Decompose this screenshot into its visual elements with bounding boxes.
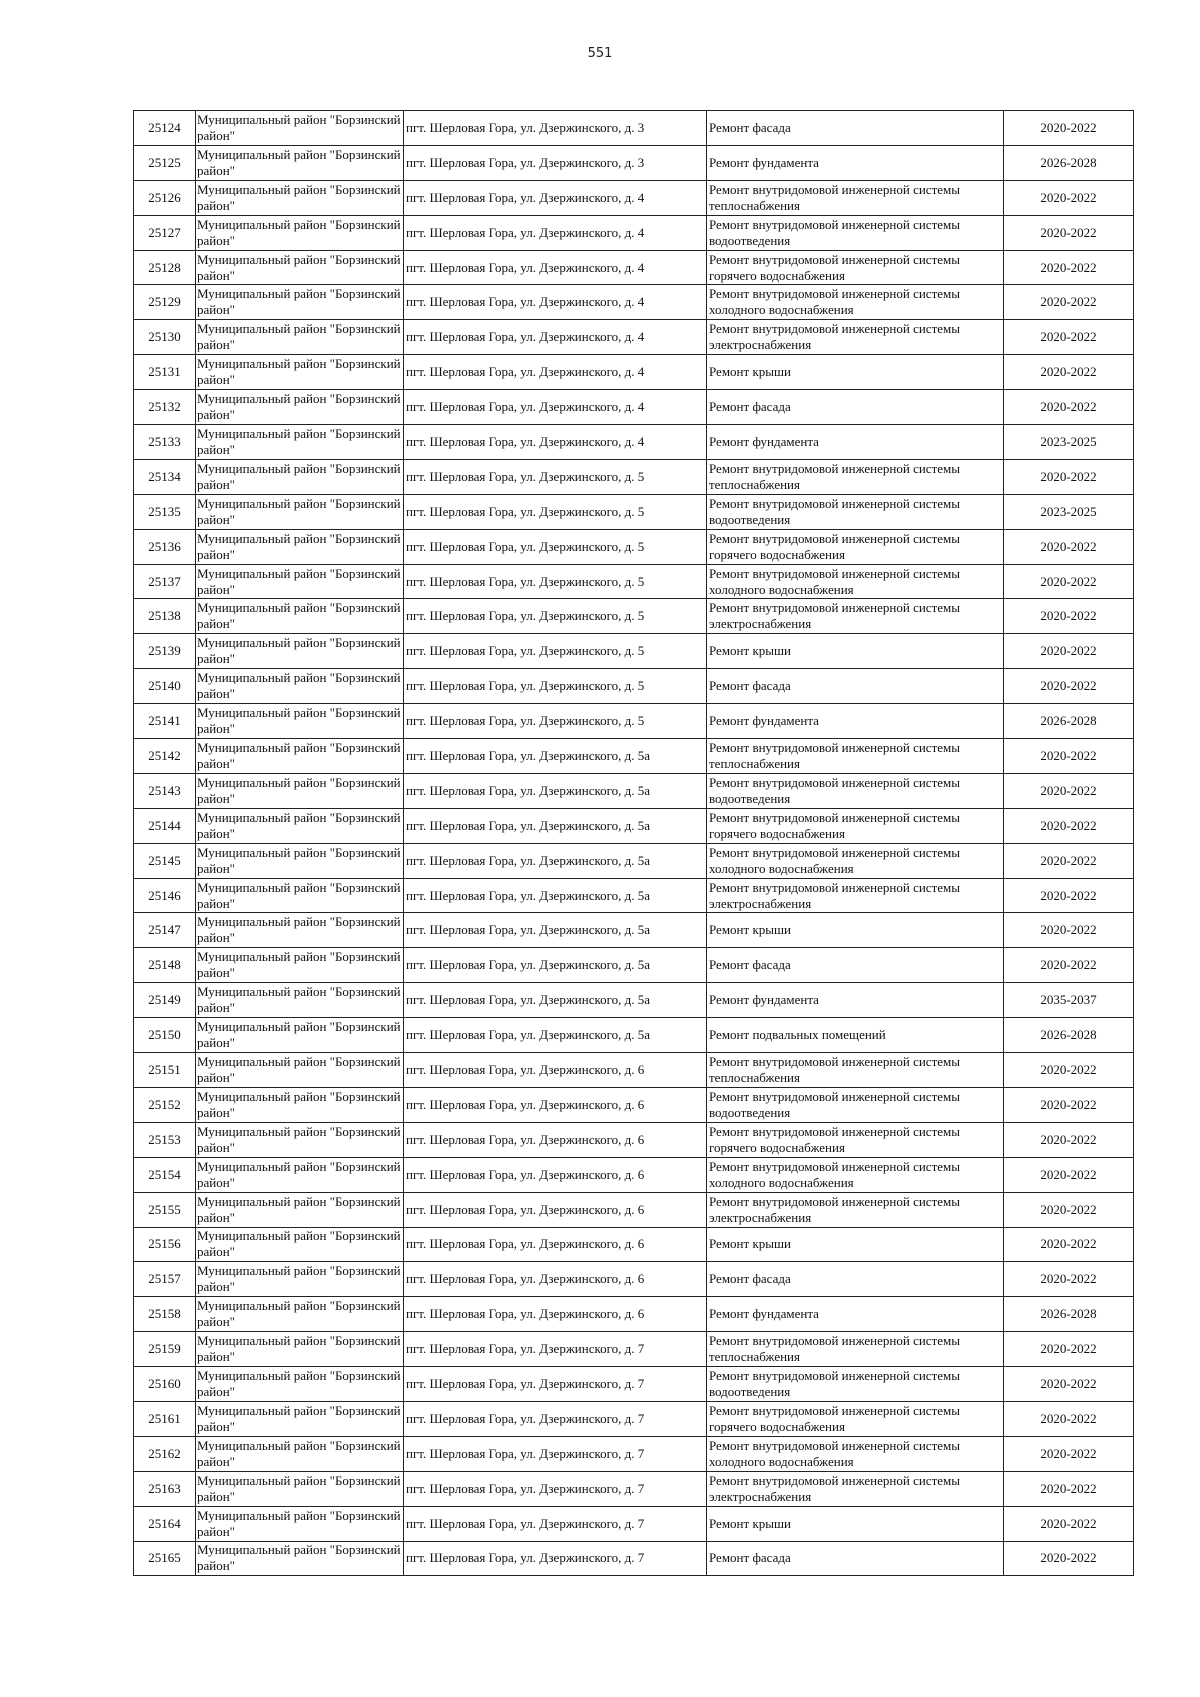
period-cell: 2026-2028 <box>1004 704 1134 739</box>
table-row <box>134 843 1134 878</box>
municipality-cell: Муниципальный район "Борзинский район" <box>196 1436 404 1471</box>
work-type-cell: Ремонт внутридомовой инженерной системы электроснабжения <box>707 320 1004 355</box>
table-row <box>134 808 1134 843</box>
row-number-cell: 25139 <box>134 634 196 669</box>
municipality-cell: Муниципальный район "Борзинский район" <box>196 913 404 948</box>
table-row <box>134 1262 1134 1297</box>
address-cell: пгт. Шерловая Гора, ул. Дзержинского, д. 5а <box>404 878 707 913</box>
work-type-cell: Ремонт внутридомовой инженерной системы холодного водоснабжения <box>707 843 1004 878</box>
work-type-cell: Ремонт фундамента <box>707 704 1004 739</box>
table-row <box>134 1436 1134 1471</box>
row-number-cell: 25146 <box>134 878 196 913</box>
period-cell: 2020-2022 <box>1004 948 1134 983</box>
table-row <box>134 773 1134 808</box>
work-type-cell: Ремонт внутридомовой инженерной системы горячего водоснабжения <box>707 808 1004 843</box>
row-number-cell: 25145 <box>134 843 196 878</box>
address-cell: пгт. Шерловая Гора, ул. Дзержинского, д. 3 <box>404 145 707 180</box>
period-cell: 2020-2022 <box>1004 250 1134 285</box>
address-cell: пгт. Шерловая Гора, ул. Дзержинского, д. 5 <box>404 599 707 634</box>
table-row <box>134 1053 1134 1088</box>
table-row <box>134 634 1134 669</box>
address-cell: пгт. Шерловая Гора, ул. Дзержинского, д. 6 <box>404 1053 707 1088</box>
table-row <box>134 180 1134 215</box>
municipality-cell: Муниципальный район "Борзинский район" <box>196 1087 404 1122</box>
period-cell: 2020-2022 <box>1004 739 1134 774</box>
address-cell: пгт. Шерловая Гора, ул. Дзержинского, д. 4 <box>404 180 707 215</box>
address-cell: пгт. Шерловая Гора, ул. Дзержинского, д. 4 <box>404 425 707 460</box>
address-cell: пгт. Шерловая Гора, ул. Дзержинского, д. 7 <box>404 1436 707 1471</box>
period-cell: 2020-2022 <box>1004 1053 1134 1088</box>
period-cell: 2020-2022 <box>1004 878 1134 913</box>
table-row <box>134 250 1134 285</box>
work-type-cell: Ремонт внутридомовой инженерной системы холодного водоснабжения <box>707 285 1004 320</box>
period-cell: 2020-2022 <box>1004 1541 1134 1576</box>
period-cell: 2035-2037 <box>1004 983 1134 1018</box>
table-row <box>134 1471 1134 1506</box>
municipality-cell: Муниципальный район "Борзинский район" <box>196 878 404 913</box>
row-number-cell: 25140 <box>134 669 196 704</box>
work-type-cell: Ремонт внутридомовой инженерной системы горячего водоснабжения <box>707 1401 1004 1436</box>
period-cell: 2026-2028 <box>1004 145 1134 180</box>
row-number-cell: 25133 <box>134 425 196 460</box>
row-number-cell: 25157 <box>134 1262 196 1297</box>
address-cell: пгт. Шерловая Гора, ул. Дзержинского, д. 4 <box>404 355 707 390</box>
address-cell: пгт. Шерловая Гора, ул. Дзержинского, д. 7 <box>404 1506 707 1541</box>
work-type-cell: Ремонт внутридомовой инженерной системы электроснабжения <box>707 599 1004 634</box>
period-cell: 2020-2022 <box>1004 390 1134 425</box>
row-number-cell: 25147 <box>134 913 196 948</box>
municipality-cell: Муниципальный район "Борзинский район" <box>196 250 404 285</box>
work-type-cell: Ремонт внутридомовой инженерной системы теплоснабжения <box>707 1332 1004 1367</box>
row-number-cell: 25155 <box>134 1192 196 1227</box>
period-cell: 2020-2022 <box>1004 773 1134 808</box>
period-cell: 2020-2022 <box>1004 180 1134 215</box>
period-cell: 2020-2022 <box>1004 1436 1134 1471</box>
table-row <box>134 739 1134 774</box>
work-type-cell: Ремонт внутридомовой инженерной системы электроснабжения <box>707 1471 1004 1506</box>
period-cell: 2020-2022 <box>1004 1157 1134 1192</box>
address-cell: пгт. Шерловая Гора, ул. Дзержинского, д. 4 <box>404 285 707 320</box>
row-number-cell: 25128 <box>134 250 196 285</box>
address-cell: пгт. Шерловая Гора, ул. Дзержинского, д. 6 <box>404 1157 707 1192</box>
address-cell: пгт. Шерловая Гора, ул. Дзержинского, д. 6 <box>404 1227 707 1262</box>
address-cell: пгт. Шерловая Гора, ул. Дзержинского, д. 5 <box>404 459 707 494</box>
period-cell: 2020-2022 <box>1004 1401 1134 1436</box>
period-cell: 2020-2022 <box>1004 1122 1134 1157</box>
repair-schedule-table <box>133 110 1134 1576</box>
table-row <box>134 878 1134 913</box>
row-number-cell: 25124 <box>134 111 196 146</box>
row-number-cell: 25144 <box>134 808 196 843</box>
address-cell: пгт. Шерловая Гора, ул. Дзержинского, д. 6 <box>404 1087 707 1122</box>
address-cell: пгт. Шерловая Гора, ул. Дзержинского, д. 6 <box>404 1192 707 1227</box>
municipality-cell: Муниципальный район "Борзинский район" <box>196 1541 404 1576</box>
address-cell: пгт. Шерловая Гора, ул. Дзержинского, д. 5 <box>404 494 707 529</box>
work-type-cell: Ремонт внутридомовой инженерной системы водоотведения <box>707 215 1004 250</box>
table-row <box>134 1087 1134 1122</box>
work-type-cell: Ремонт внутридомовой инженерной системы холодного водоснабжения <box>707 564 1004 599</box>
municipality-cell: Муниципальный район "Борзинский район" <box>196 1192 404 1227</box>
period-cell: 2020-2022 <box>1004 808 1134 843</box>
table-row <box>134 913 1134 948</box>
row-number-cell: 25135 <box>134 494 196 529</box>
row-number-cell: 25165 <box>134 1541 196 1576</box>
municipality-cell: Муниципальный район "Борзинский район" <box>196 564 404 599</box>
table-row <box>134 111 1134 146</box>
address-cell: пгт. Шерловая Гора, ул. Дзержинского, д. 4 <box>404 390 707 425</box>
period-cell: 2020-2022 <box>1004 111 1134 146</box>
work-type-cell: Ремонт фасада <box>707 1262 1004 1297</box>
address-cell: пгт. Шерловая Гора, ул. Дзержинского, д. 5а <box>404 1018 707 1053</box>
period-cell: 2020-2022 <box>1004 355 1134 390</box>
page-number: 551 <box>587 46 613 61</box>
address-cell: пгт. Шерловая Гора, ул. Дзержинского, д. 5 <box>404 564 707 599</box>
table-row <box>134 355 1134 390</box>
row-number-cell: 25137 <box>134 564 196 599</box>
municipality-cell: Муниципальный район "Борзинский район" <box>196 704 404 739</box>
municipality-cell: Муниципальный район "Борзинский район" <box>196 634 404 669</box>
table-row <box>134 1122 1134 1157</box>
period-cell: 2023-2025 <box>1004 494 1134 529</box>
table-row <box>134 1192 1134 1227</box>
address-cell: пгт. Шерловая Гора, ул. Дзержинского, д. 5а <box>404 913 707 948</box>
address-cell: пгт. Шерловая Гора, ул. Дзержинского, д. 7 <box>404 1401 707 1436</box>
row-number-cell: 25160 <box>134 1367 196 1402</box>
row-number-cell: 25164 <box>134 1506 196 1541</box>
row-number-cell: 25148 <box>134 948 196 983</box>
table-row <box>134 145 1134 180</box>
municipality-cell: Муниципальный район "Борзинский район" <box>196 529 404 564</box>
table-row <box>134 704 1134 739</box>
work-type-cell: Ремонт внутридомовой инженерной системы электроснабжения <box>707 1192 1004 1227</box>
work-type-cell: Ремонт фасада <box>707 111 1004 146</box>
period-cell: 2020-2022 <box>1004 669 1134 704</box>
work-type-cell: Ремонт внутридомовой инженерной системы электроснабжения <box>707 878 1004 913</box>
municipality-cell: Муниципальный район "Борзинский район" <box>196 1506 404 1541</box>
table-row <box>134 529 1134 564</box>
period-cell: 2026-2028 <box>1004 1297 1134 1332</box>
row-number-cell: 25138 <box>134 599 196 634</box>
table-row <box>134 1506 1134 1541</box>
work-type-cell: Ремонт внутридомовой инженерной системы горячего водоснабжения <box>707 1122 1004 1157</box>
work-type-cell: Ремонт подвальных помещений <box>707 1018 1004 1053</box>
municipality-cell: Муниципальный район "Борзинский район" <box>196 1227 404 1262</box>
municipality-cell: Муниципальный район "Борзинский район" <box>196 1122 404 1157</box>
work-type-cell: Ремонт внутридомовой инженерной системы теплоснабжения <box>707 1053 1004 1088</box>
row-number-cell: 25161 <box>134 1401 196 1436</box>
period-cell: 2020-2022 <box>1004 634 1134 669</box>
municipality-cell: Муниципальный район "Борзинский район" <box>196 983 404 1018</box>
row-number-cell: 25132 <box>134 390 196 425</box>
municipality-cell: Муниципальный район "Борзинский район" <box>196 1471 404 1506</box>
row-number-cell: 25162 <box>134 1436 196 1471</box>
address-cell: пгт. Шерловая Гора, ул. Дзержинского, д. 5а <box>404 808 707 843</box>
row-number-cell: 25153 <box>134 1122 196 1157</box>
address-cell: пгт. Шерловая Гора, ул. Дзержинского, д. 5 <box>404 704 707 739</box>
table-row <box>134 425 1134 460</box>
period-cell: 2023-2025 <box>1004 425 1134 460</box>
work-type-cell: Ремонт фасада <box>707 948 1004 983</box>
municipality-cell: Муниципальный район "Борзинский район" <box>196 808 404 843</box>
row-number-cell: 25127 <box>134 215 196 250</box>
table-row <box>134 599 1134 634</box>
table-row <box>134 983 1134 1018</box>
table-row <box>134 1541 1134 1576</box>
municipality-cell: Муниципальный район "Борзинский район" <box>196 669 404 704</box>
municipality-cell: Муниципальный район "Борзинский район" <box>196 948 404 983</box>
work-type-cell: Ремонт фундамента <box>707 425 1004 460</box>
municipality-cell: Муниципальный район "Борзинский район" <box>196 1053 404 1088</box>
period-cell: 2026-2028 <box>1004 1018 1134 1053</box>
municipality-cell: Муниципальный район "Борзинский район" <box>196 180 404 215</box>
table-row <box>134 1401 1134 1436</box>
table-body <box>134 111 1134 1576</box>
table-row <box>134 320 1134 355</box>
municipality-cell: Муниципальный район "Борзинский район" <box>196 599 404 634</box>
table-row <box>134 1157 1134 1192</box>
municipality-cell: Муниципальный район "Борзинский район" <box>196 215 404 250</box>
row-number-cell: 25163 <box>134 1471 196 1506</box>
municipality-cell: Муниципальный район "Борзинский район" <box>196 285 404 320</box>
municipality-cell: Муниципальный район "Борзинский район" <box>196 1262 404 1297</box>
table-row <box>134 285 1134 320</box>
table-row <box>134 669 1134 704</box>
period-cell: 2020-2022 <box>1004 1262 1134 1297</box>
row-number-cell: 25154 <box>134 1157 196 1192</box>
municipality-cell: Муниципальный район "Борзинский район" <box>196 1297 404 1332</box>
address-cell: пгт. Шерловая Гора, ул. Дзержинского, д. 7 <box>404 1367 707 1402</box>
period-cell: 2020-2022 <box>1004 1471 1134 1506</box>
period-cell: 2020-2022 <box>1004 599 1134 634</box>
period-cell: 2020-2022 <box>1004 459 1134 494</box>
address-cell: пгт. Шерловая Гора, ул. Дзержинского, д. 6 <box>404 1122 707 1157</box>
table-row <box>134 494 1134 529</box>
period-cell: 2020-2022 <box>1004 1367 1134 1402</box>
address-cell: пгт. Шерловая Гора, ул. Дзержинского, д. 5а <box>404 948 707 983</box>
table-row <box>134 390 1134 425</box>
municipality-cell: Муниципальный район "Борзинский район" <box>196 111 404 146</box>
address-cell: пгт. Шерловая Гора, ул. Дзержинского, д. 3 <box>404 111 707 146</box>
table-row <box>134 1018 1134 1053</box>
municipality-cell: Муниципальный район "Борзинский район" <box>196 494 404 529</box>
municipality-cell: Муниципальный район "Борзинский район" <box>196 1018 404 1053</box>
address-cell: пгт. Шерловая Гора, ул. Дзержинского, д. 5а <box>404 739 707 774</box>
row-number-cell: 25130 <box>134 320 196 355</box>
table-row <box>134 1332 1134 1367</box>
municipality-cell: Муниципальный район "Борзинский район" <box>196 1332 404 1367</box>
municipality-cell: Муниципальный район "Борзинский район" <box>196 1367 404 1402</box>
period-cell: 2020-2022 <box>1004 1192 1134 1227</box>
municipality-cell: Муниципальный район "Борзинский район" <box>196 1401 404 1436</box>
row-number-cell: 25142 <box>134 739 196 774</box>
work-type-cell: Ремонт внутридомовой инженерной системы водоотведения <box>707 1367 1004 1402</box>
address-cell: пгт. Шерловая Гора, ул. Дзержинского, д. 4 <box>404 250 707 285</box>
municipality-cell: Муниципальный район "Борзинский район" <box>196 739 404 774</box>
address-cell: пгт. Шерловая Гора, ул. Дзержинского, д. 6 <box>404 1297 707 1332</box>
work-type-cell: Ремонт внутридомовой инженерной системы холодного водоснабжения <box>707 1157 1004 1192</box>
work-type-cell: Ремонт внутридомовой инженерной системы горячего водоснабжения <box>707 529 1004 564</box>
work-type-cell: Ремонт внутридомовой инженерной системы водоотведения <box>707 494 1004 529</box>
period-cell: 2020-2022 <box>1004 843 1134 878</box>
table-row <box>134 215 1134 250</box>
row-number-cell: 25151 <box>134 1053 196 1088</box>
work-type-cell: Ремонт фундамента <box>707 983 1004 1018</box>
work-type-cell: Ремонт внутридомовой инженерной системы горячего водоснабжения <box>707 250 1004 285</box>
row-number-cell: 25152 <box>134 1087 196 1122</box>
address-cell: пгт. Шерловая Гора, ул. Дзержинского, д. 5 <box>404 529 707 564</box>
work-type-cell: Ремонт внутридомовой инженерной системы теплоснабжения <box>707 180 1004 215</box>
address-cell: пгт. Шерловая Гора, ул. Дзержинского, д. 4 <box>404 215 707 250</box>
period-cell: 2020-2022 <box>1004 913 1134 948</box>
address-cell: пгт. Шерловая Гора, ул. Дзержинского, д. 7 <box>404 1541 707 1576</box>
municipality-cell: Муниципальный район "Борзинский район" <box>196 459 404 494</box>
row-number-cell: 25150 <box>134 1018 196 1053</box>
row-number-cell: 25141 <box>134 704 196 739</box>
row-number-cell: 25156 <box>134 1227 196 1262</box>
address-cell: пгт. Шерловая Гора, ул. Дзержинского, д. 4 <box>404 320 707 355</box>
table-row <box>134 564 1134 599</box>
row-number-cell: 25159 <box>134 1332 196 1367</box>
municipality-cell: Муниципальный район "Борзинский район" <box>196 390 404 425</box>
period-cell: 2020-2022 <box>1004 320 1134 355</box>
municipality-cell: Муниципальный район "Борзинский район" <box>196 773 404 808</box>
period-cell: 2020-2022 <box>1004 529 1134 564</box>
period-cell: 2020-2022 <box>1004 285 1134 320</box>
table-row <box>134 1227 1134 1262</box>
work-type-cell: Ремонт фасада <box>707 390 1004 425</box>
municipality-cell: Муниципальный район "Борзинский район" <box>196 145 404 180</box>
address-cell: пгт. Шерловая Гора, ул. Дзержинского, д. 5 <box>404 669 707 704</box>
period-cell: 2020-2022 <box>1004 1332 1134 1367</box>
work-type-cell: Ремонт внутридомовой инженерной системы теплоснабжения <box>707 459 1004 494</box>
period-cell: 2020-2022 <box>1004 1227 1134 1262</box>
row-number-cell: 25136 <box>134 529 196 564</box>
address-cell: пгт. Шерловая Гора, ул. Дзержинского, д. 7 <box>404 1332 707 1367</box>
address-cell: пгт. Шерловая Гора, ул. Дзержинского, д. 5а <box>404 843 707 878</box>
municipality-cell: Муниципальный район "Борзинский район" <box>196 425 404 460</box>
period-cell: 2020-2022 <box>1004 1506 1134 1541</box>
work-type-cell: Ремонт фасада <box>707 669 1004 704</box>
row-number-cell: 25126 <box>134 180 196 215</box>
work-type-cell: Ремонт крыши <box>707 1227 1004 1262</box>
table-row <box>134 1297 1134 1332</box>
work-type-cell: Ремонт внутридомовой инженерной системы водоотведения <box>707 1087 1004 1122</box>
work-type-cell: Ремонт фундамента <box>707 1297 1004 1332</box>
row-number-cell: 25129 <box>134 285 196 320</box>
row-number-cell: 25134 <box>134 459 196 494</box>
period-cell: 2020-2022 <box>1004 215 1134 250</box>
period-cell: 2020-2022 <box>1004 564 1134 599</box>
address-cell: пгт. Шерловая Гора, ул. Дзержинского, д. 5 <box>404 634 707 669</box>
municipality-cell: Муниципальный район "Борзинский район" <box>196 843 404 878</box>
row-number-cell: 25131 <box>134 355 196 390</box>
municipality-cell: Муниципальный район "Борзинский район" <box>196 355 404 390</box>
row-number-cell: 25149 <box>134 983 196 1018</box>
table-row <box>134 948 1134 983</box>
address-cell: пгт. Шерловая Гора, ул. Дзержинского, д. 6 <box>404 1262 707 1297</box>
work-type-cell: Ремонт крыши <box>707 355 1004 390</box>
work-type-cell: Ремонт крыши <box>707 634 1004 669</box>
row-number-cell: 25158 <box>134 1297 196 1332</box>
work-type-cell: Ремонт фундамента <box>707 145 1004 180</box>
work-type-cell: Ремонт крыши <box>707 1506 1004 1541</box>
work-type-cell: Ремонт внутридомовой инженерной системы теплоснабжения <box>707 739 1004 774</box>
address-cell: пгт. Шерловая Гора, ул. Дзержинского, д. 5а <box>404 773 707 808</box>
work-type-cell: Ремонт крыши <box>707 913 1004 948</box>
municipality-cell: Муниципальный район "Борзинский район" <box>196 320 404 355</box>
row-number-cell: 25143 <box>134 773 196 808</box>
table-row <box>134 459 1134 494</box>
period-cell: 2020-2022 <box>1004 1087 1134 1122</box>
table-row <box>134 1367 1134 1402</box>
municipality-cell: Муниципальный район "Борзинский район" <box>196 1157 404 1192</box>
work-type-cell: Ремонт фасада <box>707 1541 1004 1576</box>
work-type-cell: Ремонт внутридомовой инженерной системы холодного водоснабжения <box>707 1436 1004 1471</box>
row-number-cell: 25125 <box>134 145 196 180</box>
address-cell: пгт. Шерловая Гора, ул. Дзержинского, д. 5а <box>404 983 707 1018</box>
work-type-cell: Ремонт внутридомовой инженерной системы водоотведения <box>707 773 1004 808</box>
address-cell: пгт. Шерловая Гора, ул. Дзержинского, д. 7 <box>404 1471 707 1506</box>
